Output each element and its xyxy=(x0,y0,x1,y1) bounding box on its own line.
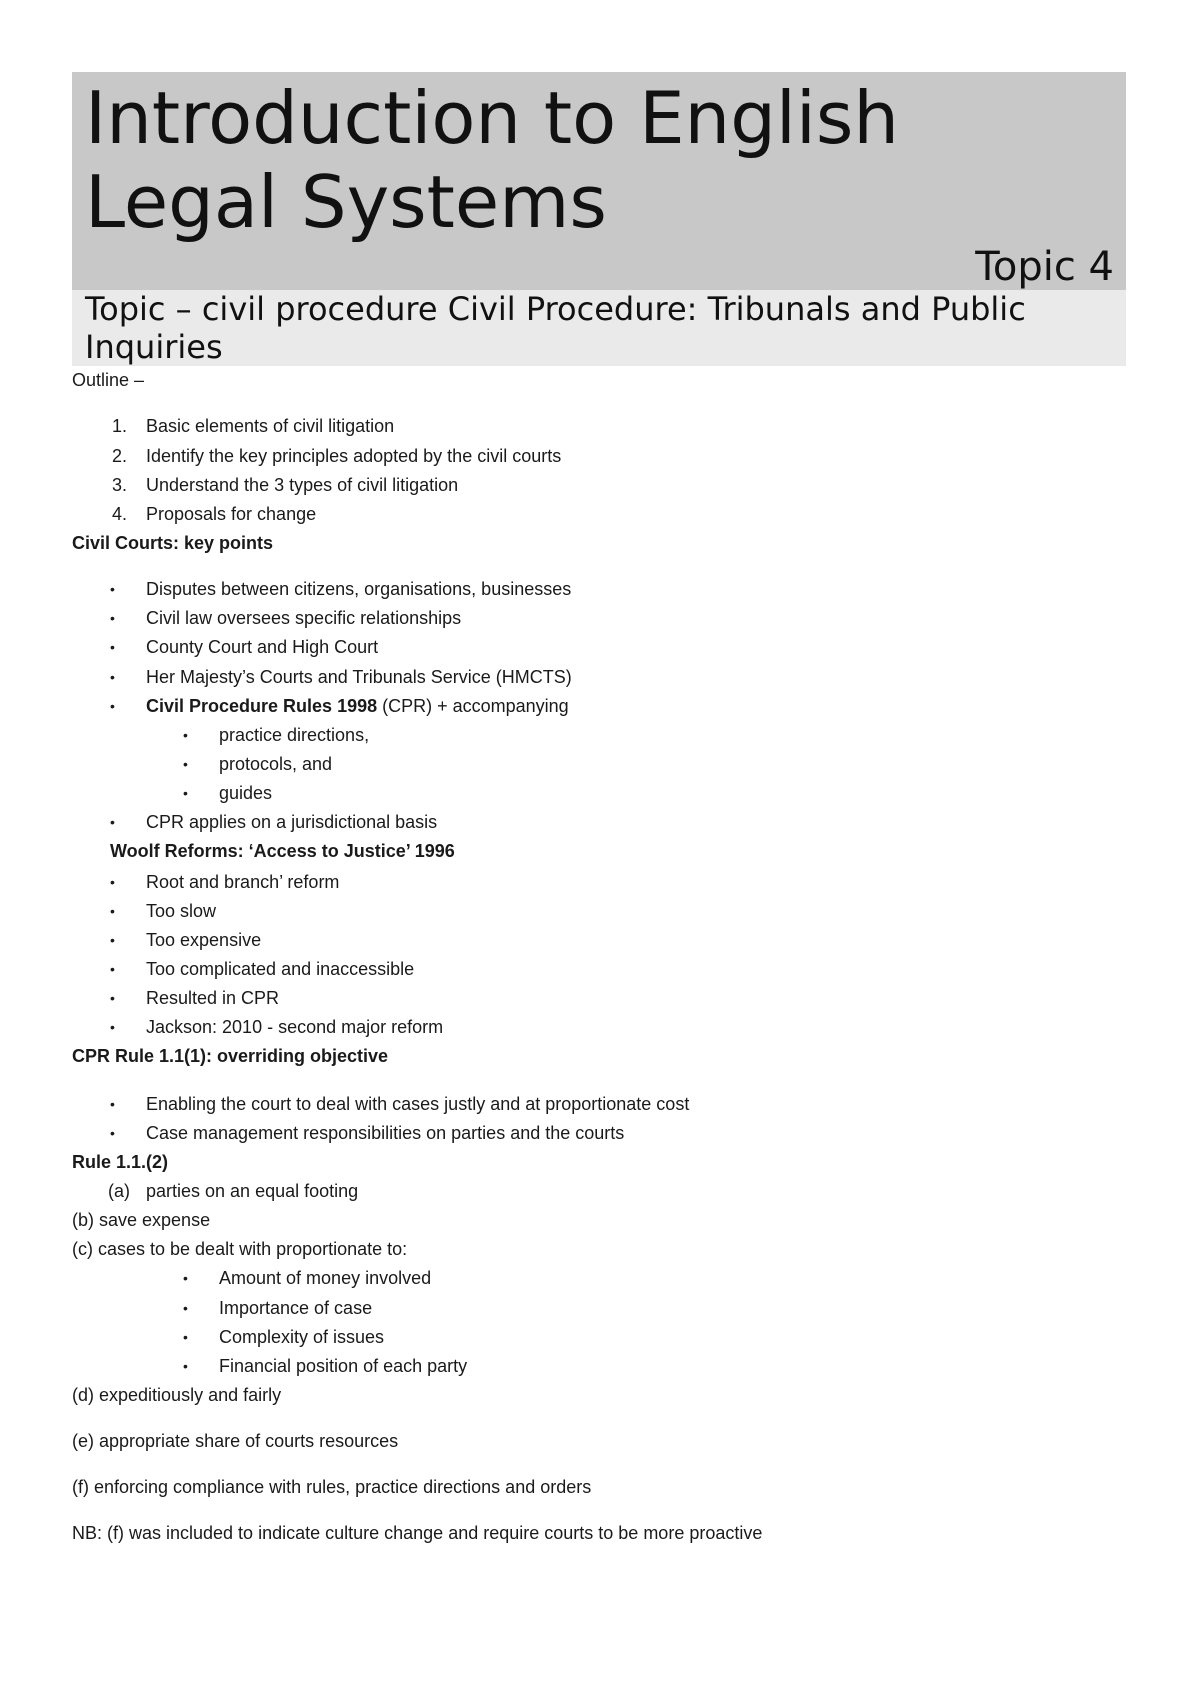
bullet: • xyxy=(110,990,115,1006)
sub-list-item: Financial position of each party xyxy=(219,1356,468,1376)
list-number: 2. xyxy=(112,446,128,466)
list-item: CPR applies on a jurisdictional basis xyxy=(146,812,438,832)
section-heading: Civil Courts: key points xyxy=(72,533,274,553)
list-marker: (a) xyxy=(108,1181,130,1201)
bullet: • xyxy=(183,1329,188,1345)
list-item: County Court and High Court xyxy=(146,637,379,657)
bullet: • xyxy=(183,756,188,772)
bullet: • xyxy=(183,1270,188,1286)
rule-item: (d) expeditiously and fairly xyxy=(72,1385,282,1405)
list-item: Her Majesty’s Courts and Tribunals Service (HMCTS) xyxy=(146,667,572,687)
bullet: • xyxy=(110,932,115,948)
bullet: • xyxy=(183,1358,188,1374)
list-item: Resulted in CPR xyxy=(146,988,280,1008)
rule-item: (b) save expense xyxy=(72,1210,211,1230)
outline-label: Outline – xyxy=(72,370,145,390)
bullet: • xyxy=(183,727,188,743)
list-item: Too slow xyxy=(146,901,217,921)
list-item: Case management responsibilities on parties and the courts xyxy=(146,1123,625,1143)
list-number: 4. xyxy=(112,504,128,524)
document-subtitle: Topic – civil procedure Civil Procedure: Tribunals and Public Inquiries xyxy=(85,290,1026,366)
list-item: Too expensive xyxy=(146,930,262,950)
rule-item: (e) appropriate share of courts resources xyxy=(72,1431,399,1451)
outline-item: Identify the key principles adopted by the civil courts xyxy=(146,446,562,466)
bullet: • xyxy=(110,814,115,830)
note: NB: (f) was included to indicate culture change and require courts to be more proactive xyxy=(72,1523,763,1543)
bullet: • xyxy=(110,961,115,977)
bullet: • xyxy=(183,1300,188,1316)
list-item: Enabling the court to deal with cases justly and at proportionate cost xyxy=(146,1094,690,1114)
bullet: • xyxy=(110,1125,115,1141)
list-item: Disputes between citizens, organisations, businesses xyxy=(146,579,572,599)
section-heading: Woolf Reforms: ‘Access to Justice’ 1996 xyxy=(110,841,455,861)
list-item: Jackson: 2010 - second major reform xyxy=(146,1017,444,1037)
sub-list-item: practice directions, xyxy=(219,725,370,745)
bullet: • xyxy=(183,785,188,801)
section-heading: CPR Rule 1.1(1): overriding objective xyxy=(72,1046,389,1066)
bullet: • xyxy=(110,639,115,655)
subtitle-banner xyxy=(72,290,1126,366)
document-title: Introduction to English Legal Systems xyxy=(85,76,900,244)
bullet: • xyxy=(110,1096,115,1112)
topic-number: Topic 4 xyxy=(975,244,1114,290)
list-item xyxy=(146,695,569,717)
list-item: Civil law oversees specific relationships xyxy=(146,608,462,628)
title-banner xyxy=(72,72,1126,290)
sub-list-item: guides xyxy=(219,783,273,803)
bullet: • xyxy=(110,698,115,714)
bullet: • xyxy=(110,874,115,890)
cpr-name: Civil Procedure Rules 1998 xyxy=(146,696,378,716)
list-number: 1. xyxy=(112,416,128,436)
sub-list-item: Amount of money involved xyxy=(219,1268,432,1288)
rule-item: parties on an equal footing xyxy=(146,1181,359,1201)
bullet: • xyxy=(110,669,115,685)
outline-item: Proposals for change xyxy=(146,504,317,524)
bullet: • xyxy=(110,581,115,597)
bullet: • xyxy=(110,903,115,919)
list-item: Too complicated and inaccessible xyxy=(146,959,415,979)
outline-item: Basic elements of civil litigation xyxy=(146,416,395,436)
bullet: • xyxy=(110,610,115,626)
sub-list-item: Complexity of issues xyxy=(219,1327,385,1347)
rule-item: (c) cases to be dealt with proportionate to: xyxy=(72,1239,408,1259)
bullet: • xyxy=(110,1019,115,1035)
sub-list-item: Importance of case xyxy=(219,1298,373,1318)
sub-list-item: protocols, and xyxy=(219,754,333,774)
rule-item: (f) enforcing compliance with rules, practice directions and orders xyxy=(72,1477,592,1497)
outline-item: Understand the 3 types of civil litigation xyxy=(146,475,459,495)
section-heading: Rule 1.1.(2) xyxy=(72,1152,169,1172)
list-number: 3. xyxy=(112,475,128,495)
list-item: Root and branch’ reform xyxy=(146,872,340,892)
cpr-suffix: (CPR) + accompanying xyxy=(377,696,569,716)
